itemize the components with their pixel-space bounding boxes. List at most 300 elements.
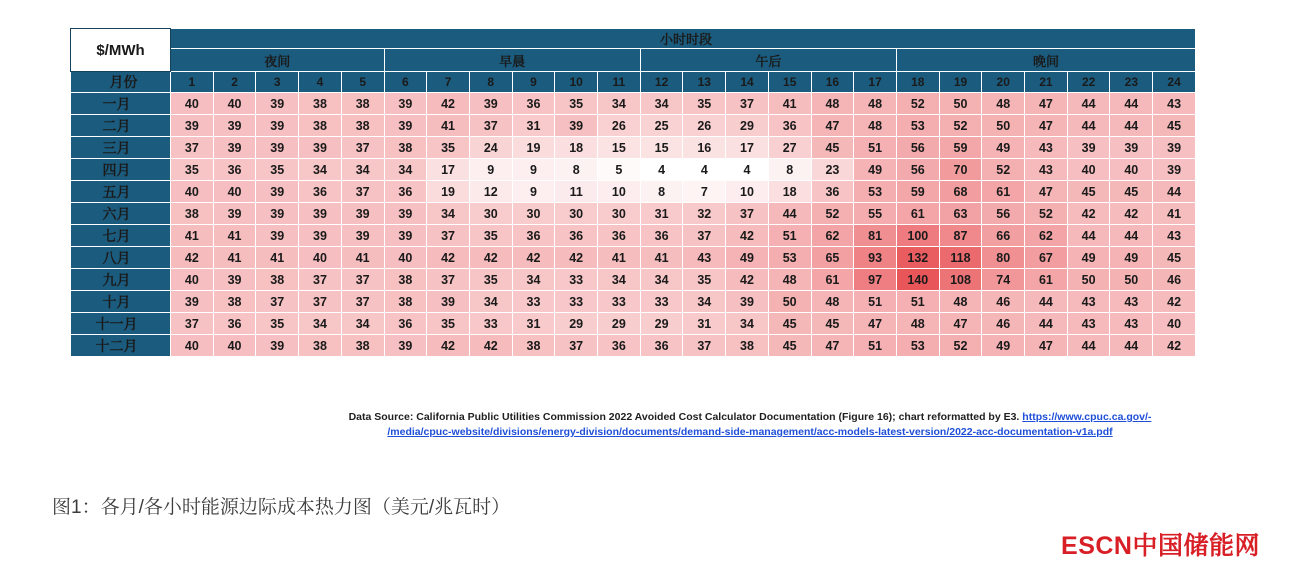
- heatmap-cell-3-12: 4: [683, 159, 726, 181]
- heatmap-cell-7-1: 41: [213, 247, 256, 269]
- heatmap-cell-0-16: 48: [854, 93, 897, 115]
- heatmap-cell-4-21: 45: [1067, 181, 1110, 203]
- heatmap-cell-10-13: 34: [726, 313, 769, 335]
- heatmap-cell-2-12: 16: [683, 137, 726, 159]
- heatmap-cell-8-1: 39: [213, 269, 256, 291]
- heatmap-cell-11-13: 38: [726, 335, 769, 357]
- heatmap-cell-8-16: 97: [854, 269, 897, 291]
- heatmap-table-body: [71, 93, 1196, 357]
- source-link-part1[interactable]: https://www.cpuc.ca.gov/-: [1022, 411, 1152, 423]
- heatmap-cell-6-18: 87: [939, 225, 982, 247]
- hour-header-15: 15: [768, 72, 811, 93]
- heatmap-cell-1-15: 47: [811, 115, 854, 137]
- heatmap-cell-4-13: 10: [726, 181, 769, 203]
- month-label-0: 一月: [71, 93, 171, 115]
- heatmap-cell-10-10: 29: [598, 313, 641, 335]
- heatmap-cell-8-21: 50: [1067, 269, 1110, 291]
- heatmap-cell-10-14: 45: [768, 313, 811, 335]
- heatmap-cell-5-21: 42: [1067, 203, 1110, 225]
- heatmap-cell-10-2: 35: [256, 313, 299, 335]
- heatmap-cell-2-5: 38: [384, 137, 427, 159]
- heatmap-cell-11-10: 36: [598, 335, 641, 357]
- heatmap-cell-5-13: 37: [726, 203, 769, 225]
- hour-header-1: 1: [171, 72, 214, 93]
- heatmap-table-head: [71, 29, 1196, 93]
- hour-header-23: 23: [1110, 72, 1153, 93]
- heatmap-cell-5-7: 30: [469, 203, 512, 225]
- heatmap-cell-7-23: 45: [1153, 247, 1196, 269]
- table-row: [71, 313, 1196, 335]
- heatmap-cell-2-17: 56: [896, 137, 939, 159]
- heatmap-cell-9-8: 33: [512, 291, 555, 313]
- heatmap-cell-10-23: 40: [1153, 313, 1196, 335]
- hour-header-24: 24: [1153, 72, 1196, 93]
- heatmap-cell-6-0: 41: [171, 225, 214, 247]
- heatmap-cell-6-14: 51: [768, 225, 811, 247]
- heatmap-cell-8-20: 61: [1025, 269, 1068, 291]
- heatmap-cell-7-12: 43: [683, 247, 726, 269]
- heatmap-cell-5-10: 30: [598, 203, 641, 225]
- heatmap-cell-11-15: 47: [811, 335, 854, 357]
- heatmap-cell-7-20: 67: [1025, 247, 1068, 269]
- heatmap-cell-6-22: 44: [1110, 225, 1153, 247]
- heatmap-cell-1-22: 44: [1110, 115, 1153, 137]
- heatmap-cell-9-4: 37: [341, 291, 384, 313]
- heatmap-cell-6-12: 37: [683, 225, 726, 247]
- heatmap-cell-0-13: 37: [726, 93, 769, 115]
- hour-header-6: 6: [384, 72, 427, 93]
- heatmap-cell-9-17: 51: [896, 291, 939, 313]
- hour-header-4: 4: [299, 72, 342, 93]
- heatmap-cell-10-17: 48: [896, 313, 939, 335]
- heatmap-cell-10-12: 31: [683, 313, 726, 335]
- heatmap-cell-2-7: 24: [469, 137, 512, 159]
- band-title-cell: 小时时段: [171, 29, 1196, 49]
- heatmap-cell-3-5: 34: [384, 159, 427, 181]
- heatmap-cell-4-8: 9: [512, 181, 555, 203]
- heatmap-cell-8-15: 61: [811, 269, 854, 291]
- heatmap-cell-4-19: 61: [982, 181, 1025, 203]
- heatmap-cell-5-1: 39: [213, 203, 256, 225]
- heatmap-cell-2-1: 39: [213, 137, 256, 159]
- band-label-row: [71, 49, 1196, 72]
- heatmap-cell-10-7: 33: [469, 313, 512, 335]
- heatmap-cell-1-0: 39: [171, 115, 214, 137]
- heatmap-cell-1-18: 52: [939, 115, 982, 137]
- heatmap-cell-5-19: 56: [982, 203, 1025, 225]
- heatmap-cell-10-19: 46: [982, 313, 1025, 335]
- heatmap-cell-0-21: 44: [1067, 93, 1110, 115]
- heatmap-cell-1-2: 39: [256, 115, 299, 137]
- heatmap-cell-2-18: 59: [939, 137, 982, 159]
- heatmap-cell-8-9: 33: [555, 269, 598, 291]
- table-row: [71, 159, 1196, 181]
- band-label-1: 早晨: [384, 49, 640, 72]
- heatmap-cell-2-23: 39: [1153, 137, 1196, 159]
- heatmap-cell-1-14: 36: [768, 115, 811, 137]
- heatmap-cell-0-4: 38: [341, 93, 384, 115]
- heatmap-cell-9-2: 37: [256, 291, 299, 313]
- heatmap-cell-7-11: 41: [640, 247, 683, 269]
- heatmap-cell-4-16: 53: [854, 181, 897, 203]
- heatmap-cell-4-22: 45: [1110, 181, 1153, 203]
- table-row: [71, 181, 1196, 203]
- heatmap-cell-2-4: 37: [341, 137, 384, 159]
- heatmap-cell-4-14: 18: [768, 181, 811, 203]
- heatmap-cell-1-10: 26: [598, 115, 641, 137]
- hour-header-2: 2: [213, 72, 256, 93]
- heatmap-cell-2-8: 19: [512, 137, 555, 159]
- heatmap-cell-4-11: 8: [640, 181, 683, 203]
- hour-header-18: 18: [896, 72, 939, 93]
- heatmap-cell-3-21: 40: [1067, 159, 1110, 181]
- heatmap-cell-3-18: 70: [939, 159, 982, 181]
- heatmap-cell-2-10: 15: [598, 137, 641, 159]
- heatmap-cell-7-22: 49: [1110, 247, 1153, 269]
- heatmap-cell-1-4: 38: [341, 115, 384, 137]
- heatmap-cell-10-21: 43: [1067, 313, 1110, 335]
- heatmap-cell-7-17: 132: [896, 247, 939, 269]
- heatmap-cell-3-14: 8: [768, 159, 811, 181]
- heatmap-cell-9-23: 42: [1153, 291, 1196, 313]
- heatmap-cell-7-7: 42: [469, 247, 512, 269]
- heatmap-cell-8-7: 35: [469, 269, 512, 291]
- source-link-part2[interactable]: /media/cpuc-website/divisions/energy-division/documents/demand-side-management/acc-models-latest-version/2022-acc-documentation-v1a.pdf: [387, 426, 1113, 439]
- heatmap-cell-5-17: 61: [896, 203, 939, 225]
- heatmap-cell-1-9: 39: [555, 115, 598, 137]
- band-label-0: 夜间: [171, 49, 385, 72]
- hour-header-5: 5: [341, 72, 384, 93]
- heatmap-cell-1-17: 53: [896, 115, 939, 137]
- heatmap-cell-7-3: 40: [299, 247, 342, 269]
- heatmap-cell-4-23: 44: [1153, 181, 1196, 203]
- band-label-3: 晚间: [896, 49, 1195, 72]
- heatmap-cell-2-3: 39: [299, 137, 342, 159]
- heatmap-cell-11-14: 45: [768, 335, 811, 357]
- heatmap-cell-6-5: 39: [384, 225, 427, 247]
- heatmap-cell-9-9: 33: [555, 291, 598, 313]
- heatmap-cell-5-18: 63: [939, 203, 982, 225]
- unit-corner-cell: $/MWh: [71, 29, 171, 72]
- heatmap-cell-8-12: 35: [683, 269, 726, 291]
- heatmap-cell-3-22: 40: [1110, 159, 1153, 181]
- heatmap-cell-7-2: 41: [256, 247, 299, 269]
- heatmap-cell-1-16: 48: [854, 115, 897, 137]
- heatmap-cell-1-7: 37: [469, 115, 512, 137]
- heatmap-cell-5-15: 52: [811, 203, 854, 225]
- heatmap-cell-4-10: 10: [598, 181, 641, 203]
- heatmap-cell-2-2: 39: [256, 137, 299, 159]
- heatmap-cell-10-1: 36: [213, 313, 256, 335]
- heatmap-cell-6-15: 62: [811, 225, 854, 247]
- heatmap-cell-1-21: 44: [1067, 115, 1110, 137]
- heatmap-cell-9-13: 39: [726, 291, 769, 313]
- heatmap-cell-6-1: 41: [213, 225, 256, 247]
- heatmap-cell-9-16: 51: [854, 291, 897, 313]
- heatmap-cell-3-16: 49: [854, 159, 897, 181]
- table-row: [71, 203, 1196, 225]
- heatmap-cell-11-11: 36: [640, 335, 683, 357]
- heatmap-cell-9-19: 46: [982, 291, 1025, 313]
- hour-header-22: 22: [1067, 72, 1110, 93]
- hour-header-11: 11: [598, 72, 641, 93]
- heatmap-cell-2-11: 15: [640, 137, 683, 159]
- heatmap-cell-3-10: 5: [598, 159, 641, 181]
- heatmap-cell-0-12: 35: [683, 93, 726, 115]
- hour-header-8: 8: [469, 72, 512, 93]
- heatmap-cell-3-11: 4: [640, 159, 683, 181]
- heatmap-cell-8-11: 34: [640, 269, 683, 291]
- month-label-4: 五月: [71, 181, 171, 203]
- heatmap-cell-6-21: 44: [1067, 225, 1110, 247]
- heatmap-cell-11-6: 42: [427, 335, 470, 357]
- heatmap-cell-7-14: 53: [768, 247, 811, 269]
- heatmap-cell-1-3: 38: [299, 115, 342, 137]
- heatmap-cell-8-6: 37: [427, 269, 470, 291]
- heatmap-cell-10-4: 34: [341, 313, 384, 335]
- heatmap-cell-5-0: 38: [171, 203, 214, 225]
- heatmap-cell-8-18: 108: [939, 269, 982, 291]
- heatmap-cell-0-8: 36: [512, 93, 555, 115]
- hour-header-20: 20: [982, 72, 1025, 93]
- heatmap-cell-7-4: 41: [341, 247, 384, 269]
- heatmap-cell-3-1: 36: [213, 159, 256, 181]
- table-row: [71, 137, 1196, 159]
- hour-header-16: 16: [811, 72, 854, 93]
- heatmap-cell-11-8: 38: [512, 335, 555, 357]
- heatmap-cell-11-2: 39: [256, 335, 299, 357]
- month-label-8: 九月: [71, 269, 171, 291]
- heatmap-cell-4-3: 36: [299, 181, 342, 203]
- heatmap-cell-8-17: 140: [896, 269, 939, 291]
- heatmap-cell-2-15: 45: [811, 137, 854, 159]
- heatmap-cell-11-23: 42: [1153, 335, 1196, 357]
- heatmap-cell-7-9: 42: [555, 247, 598, 269]
- heatmap-cell-0-0: 40: [171, 93, 214, 115]
- heatmap-cell-8-8: 34: [512, 269, 555, 291]
- band-label-2: 午后: [640, 49, 896, 72]
- heatmap-cell-10-16: 47: [854, 313, 897, 335]
- heatmap-cell-11-4: 38: [341, 335, 384, 357]
- heatmap-cell-11-12: 37: [683, 335, 726, 357]
- heatmap-cell-2-6: 35: [427, 137, 470, 159]
- heatmap-cell-8-0: 40: [171, 269, 214, 291]
- heatmap-cell-8-5: 38: [384, 269, 427, 291]
- heatmap-cell-9-12: 34: [683, 291, 726, 313]
- heatmap-cell-9-6: 39: [427, 291, 470, 313]
- heatmap-cell-3-17: 56: [896, 159, 939, 181]
- heatmap-cell-9-20: 44: [1025, 291, 1068, 313]
- heatmap-cell-3-3: 34: [299, 159, 342, 181]
- heatmap-cell-1-12: 26: [683, 115, 726, 137]
- table-row: [71, 247, 1196, 269]
- heatmap-cell-0-20: 47: [1025, 93, 1068, 115]
- hour-header-row: [71, 72, 1196, 93]
- heatmap-cell-7-6: 42: [427, 247, 470, 269]
- heatmap-cell-5-3: 39: [299, 203, 342, 225]
- heatmap-cell-10-0: 37: [171, 313, 214, 335]
- heatmap-cell-9-14: 50: [768, 291, 811, 313]
- heatmap-cell-5-4: 39: [341, 203, 384, 225]
- hour-header-3: 3: [256, 72, 299, 93]
- heatmap-cell-0-18: 50: [939, 93, 982, 115]
- heatmap-cell-11-7: 42: [469, 335, 512, 357]
- heatmap-cell-2-21: 39: [1067, 137, 1110, 159]
- heatmap-cell-2-22: 39: [1110, 137, 1153, 159]
- heatmap-cell-0-15: 48: [811, 93, 854, 115]
- heatmap-cell-4-12: 7: [683, 181, 726, 203]
- heatmap-cell-5-22: 42: [1110, 203, 1153, 225]
- hour-header-7: 7: [427, 72, 470, 93]
- heatmap-cell-6-7: 35: [469, 225, 512, 247]
- heatmap-cell-4-1: 40: [213, 181, 256, 203]
- heatmap-table: [70, 28, 1196, 357]
- heatmap-cell-2-14: 27: [768, 137, 811, 159]
- table-row: [71, 335, 1196, 357]
- heatmap-cell-8-10: 34: [598, 269, 641, 291]
- heatmap-cell-10-8: 31: [512, 313, 555, 335]
- heatmap-cell-2-16: 51: [854, 137, 897, 159]
- month-label-1: 二月: [71, 115, 171, 137]
- hour-header-12: 12: [640, 72, 683, 93]
- row-header-label: 月份: [71, 72, 171, 93]
- heatmap-cell-4-4: 37: [341, 181, 384, 203]
- heatmap-cell-6-13: 42: [726, 225, 769, 247]
- source-note: [310, 410, 1190, 440]
- heatmap-cell-3-4: 34: [341, 159, 384, 181]
- heatmap-cell-11-1: 40: [213, 335, 256, 357]
- heatmap-cell-4-20: 47: [1025, 181, 1068, 203]
- heatmap-cell-9-0: 39: [171, 291, 214, 313]
- heatmap-cell-9-15: 48: [811, 291, 854, 313]
- heatmap-cell-3-7: 9: [469, 159, 512, 181]
- heatmap-cell-0-5: 39: [384, 93, 427, 115]
- heatmap-cell-0-2: 39: [256, 93, 299, 115]
- heatmap-cell-5-8: 30: [512, 203, 555, 225]
- heatmap-cell-4-9: 11: [555, 181, 598, 203]
- heatmap-cell-1-13: 29: [726, 115, 769, 137]
- table-row: [71, 115, 1196, 137]
- heatmap-cell-10-15: 45: [811, 313, 854, 335]
- hour-header-14: 14: [726, 72, 769, 93]
- heatmap-cell-8-19: 74: [982, 269, 1025, 291]
- heatmap-cell-11-20: 47: [1025, 335, 1068, 357]
- heatmap-cell-7-21: 49: [1067, 247, 1110, 269]
- heatmap-cell-0-14: 41: [768, 93, 811, 115]
- heatmap-cell-4-5: 36: [384, 181, 427, 203]
- heatmap-cell-10-9: 29: [555, 313, 598, 335]
- heatmap-cell-6-16: 81: [854, 225, 897, 247]
- logo-cn-text: 中国储能网: [1132, 532, 1260, 560]
- heatmap-cell-4-7: 12: [469, 181, 512, 203]
- heatmap-cell-11-16: 51: [854, 335, 897, 357]
- heatmap-cell-6-10: 36: [598, 225, 641, 247]
- month-label-6: 七月: [71, 225, 171, 247]
- heatmap-cell-11-21: 44: [1067, 335, 1110, 357]
- heatmap-cell-1-1: 39: [213, 115, 256, 137]
- heatmap-cell-5-2: 39: [256, 203, 299, 225]
- heatmap-cell-2-20: 43: [1025, 137, 1068, 159]
- heatmap-cell-3-19: 52: [982, 159, 1025, 181]
- heatmap-cell-5-20: 52: [1025, 203, 1068, 225]
- heatmap-cell-4-2: 39: [256, 181, 299, 203]
- heatmap-cell-1-20: 47: [1025, 115, 1068, 137]
- heatmap-cell-10-5: 36: [384, 313, 427, 335]
- heatmap-cell-4-18: 68: [939, 181, 982, 203]
- heatmap-cell-5-16: 55: [854, 203, 897, 225]
- heatmap-cell-0-3: 38: [299, 93, 342, 115]
- heatmap-cell-6-17: 100: [896, 225, 939, 247]
- heatmap-cell-7-5: 40: [384, 247, 427, 269]
- heatmap-cell-10-22: 43: [1110, 313, 1153, 335]
- heatmap-cell-9-21: 43: [1067, 291, 1110, 313]
- heatmap-cell-7-13: 49: [726, 247, 769, 269]
- heatmap-cell-8-4: 37: [341, 269, 384, 291]
- heatmap-cell-1-8: 31: [512, 115, 555, 137]
- month-label-11: 十二月: [71, 335, 171, 357]
- heatmap-cell-3-20: 43: [1025, 159, 1068, 181]
- heatmap-cell-8-23: 46: [1153, 269, 1196, 291]
- heatmap-cell-11-3: 38: [299, 335, 342, 357]
- heatmap-cell-0-6: 42: [427, 93, 470, 115]
- heatmap-cell-11-9: 37: [555, 335, 598, 357]
- escn-logo: [1061, 526, 1260, 562]
- heatmap-cell-5-11: 31: [640, 203, 683, 225]
- source-text: Data Source: California Public Utilities Commission 2022 Avoided Cost Calculator Documentation (Figure 16); chart reformatted by E3.: [348, 411, 1023, 423]
- hour-header-10: 10: [555, 72, 598, 93]
- table-row: [71, 269, 1196, 291]
- heatmap-cell-0-10: 34: [598, 93, 641, 115]
- heatmap-cell-9-1: 38: [213, 291, 256, 313]
- hour-header-17: 17: [854, 72, 897, 93]
- heatmap-cell-10-20: 44: [1025, 313, 1068, 335]
- month-label-7: 八月: [71, 247, 171, 269]
- heatmap-cell-0-17: 52: [896, 93, 939, 115]
- heatmap-cell-4-15: 36: [811, 181, 854, 203]
- heatmap-cell-10-3: 34: [299, 313, 342, 335]
- table-row: [71, 225, 1196, 247]
- heatmap-cell-7-10: 41: [598, 247, 641, 269]
- heatmap-cell-3-15: 23: [811, 159, 854, 181]
- heatmap-cell-6-9: 36: [555, 225, 598, 247]
- heatmap-cell-1-11: 25: [640, 115, 683, 137]
- heatmap-cell-7-19: 80: [982, 247, 1025, 269]
- heatmap-cell-2-9: 18: [555, 137, 598, 159]
- hour-header-13: 13: [683, 72, 726, 93]
- logo-en-text: ESCN: [1061, 532, 1133, 560]
- heatmap-cell-0-9: 35: [555, 93, 598, 115]
- heatmap-cell-8-22: 50: [1110, 269, 1153, 291]
- heatmap-cell-9-3: 37: [299, 291, 342, 313]
- heatmap-cell-6-3: 39: [299, 225, 342, 247]
- heatmap-cell-8-3: 37: [299, 269, 342, 291]
- heatmap-cell-3-2: 35: [256, 159, 299, 181]
- heatmap-cell-6-8: 36: [512, 225, 555, 247]
- hour-header-21: 21: [1025, 72, 1068, 93]
- heatmap-cell-6-19: 66: [982, 225, 1025, 247]
- heatmap-cell-6-11: 36: [640, 225, 683, 247]
- heatmap-cell-9-11: 33: [640, 291, 683, 313]
- heatmap-cell-2-0: 37: [171, 137, 214, 159]
- heatmap-table-container: [70, 28, 1195, 357]
- hour-header-9: 9: [512, 72, 555, 93]
- heatmap-cell-11-18: 52: [939, 335, 982, 357]
- heatmap-cell-9-10: 33: [598, 291, 641, 313]
- hour-header-19: 19: [939, 72, 982, 93]
- heatmap-cell-4-17: 59: [896, 181, 939, 203]
- figure-caption: 图1：各月/各小时能源边际成本热力图（美元/兆瓦时）: [52, 497, 511, 518]
- heatmap-cell-3-23: 39: [1153, 159, 1196, 181]
